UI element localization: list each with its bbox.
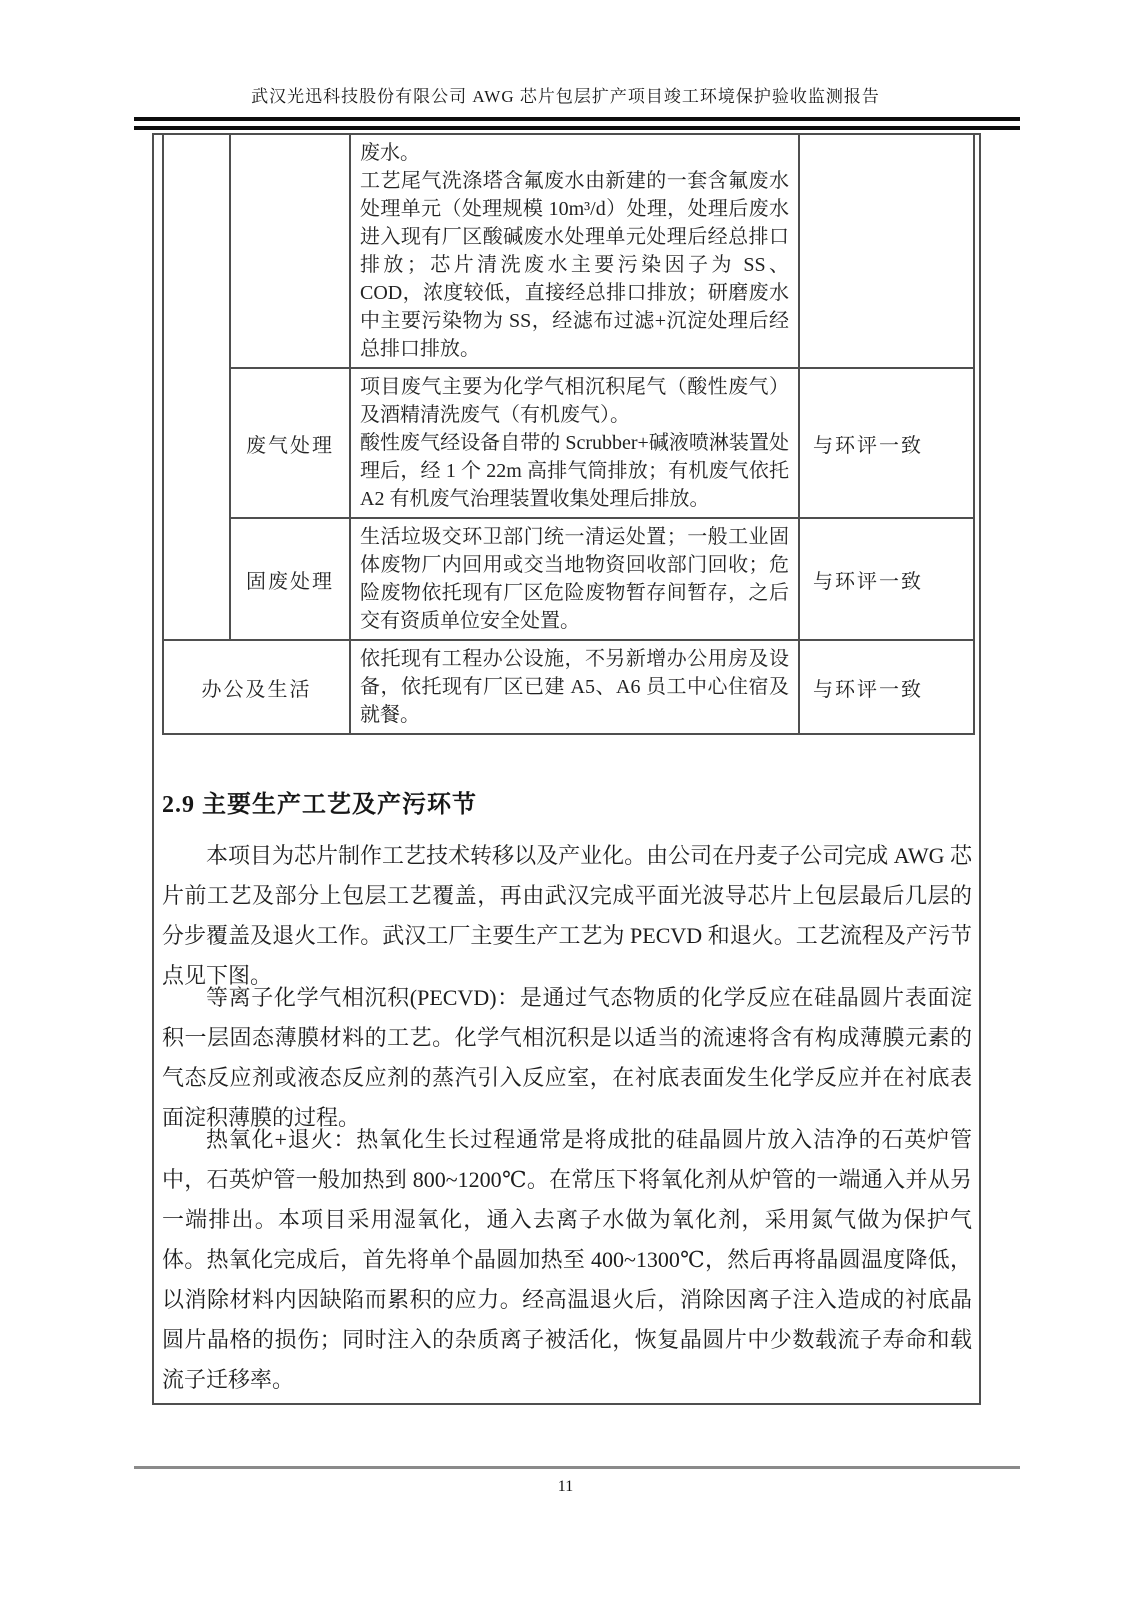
content-paragraph: 生活垃圾交环卫部门统一清运处置；一般工业固体废物厂内回用或交当地物资回收部门回收；危险废物依托现有厂区危险废物暂存间暂存，之后交有资质单位安全处置。 bbox=[360, 526, 789, 632]
cell-content-wastewater bbox=[350, 134, 799, 368]
table-row-waste-gas bbox=[163, 368, 974, 518]
cell-content-solid-waste bbox=[350, 518, 799, 640]
page-number: 11 bbox=[557, 1478, 574, 1495]
body-paragraph-thermal-anneal: 热氧化+退火：热氧化生长过程通常是将成批的硅晶圆片放入洁净的石英炉管中，石英炉管一般加热到 800~1200℃。在常压下将氧化剂从炉管的一端通入并从另一端排出。本项目采用湿氧化，通入去离子水做为氧化剂，采用氮气做为保护气体。热氧化完成后，首先将单个晶圆加热至 400~1300℃，然后再将晶圆温度降低，以消除材料内因缺陷而累积的应力。经高温退火后，消除因离子注入造成的衬底晶圆片晶格的损伤；同时注入的杂质离子被活化，恢复晶圆片中少数载流子寿命和载流子迁移率。 bbox=[162, 1127, 972, 1392]
content-paragraph: 废水。 bbox=[360, 142, 420, 164]
footer-rule bbox=[134, 1466, 1020, 1469]
content-paragraph: 工艺尾气洗涤塔含氟废水由新建的一套含氟废水处理单元（处理规模 10m³/d）处理，处理后废水进入现有厂区酸碱废水处理单元处理后经总排口排放；芯片清洗废水主要污染因子为 SS、COD，浓度较低，直接经总排口排放；研磨废水中主要污染物为 SS，经滤布过滤+沉淀处理后经总排口排放。 bbox=[360, 170, 789, 360]
cell-status-office-living: 与环评一致 bbox=[799, 640, 974, 734]
cell-category-span bbox=[163, 134, 230, 640]
cell-content-office-living bbox=[350, 640, 799, 734]
section-heading: 2.9 主要生产工艺及产污环节 bbox=[162, 792, 477, 818]
cell-status-wastewater bbox=[799, 134, 974, 368]
facilities-table bbox=[162, 133, 975, 735]
header-double-rule bbox=[134, 117, 1020, 130]
cell-label-office-living: 办公及生活 bbox=[163, 640, 350, 734]
page-header-title: 武汉光迅科技股份有限公司 AWG 芯片包层扩产项目竣工环境保护验收监测报告 bbox=[251, 87, 880, 106]
table-row-office-living bbox=[163, 640, 974, 734]
table-row-solid-waste bbox=[163, 518, 974, 640]
cell-status-waste-gas: 与环评一致 bbox=[799, 368, 974, 518]
cell-status-solid-waste: 与环评一致 bbox=[799, 518, 974, 640]
content-paragraph: 依托现有工程办公设施，不另新增办公用房及设备，依托现有厂区已建 A5、A6 员工中心住宿及就餐。 bbox=[360, 648, 789, 726]
body-paragraph-overview: 本项目为芯片制作工艺技术转移以及产业化。由公司在丹麦子公司完成 AWG 芯片前工艺及部分上包层工艺覆盖，再由武汉完成平面光波导芯片上包层最后几层的分步覆盖及退火工作。武汉工厂主要生产工艺为 PECVD 和退火。工艺流程及产污节点见下图。 bbox=[162, 843, 972, 988]
cell-label-waste-gas: 废气处理 bbox=[230, 368, 350, 518]
body-paragraph-pecvd: 等离子化学气相沉积(PECVD)：是通过气态物质的化学反应在硅晶圆片表面淀积一层固态薄膜材料的工艺。化学气相沉积是以适当的流速将含有构成薄膜元素的气态反应剂或液态反应剂的蒸汽引入反应室，在衬底表面发生化学反应并在衬底表面淀积薄膜的过程。 bbox=[162, 985, 972, 1130]
cell-label-wastewater-empty bbox=[230, 134, 350, 368]
cell-content-waste-gas bbox=[350, 368, 799, 518]
content-paragraph: 酸性废气经设备自带的 Scrubber+碱液喷淋装置处理后，经 1 个 22m 高排气筒排放；有机废气依托 A2 有机废气治理装置收集处理后排放。 bbox=[360, 432, 789, 510]
table-row-wastewater bbox=[163, 134, 974, 368]
cell-label-solid-waste: 固废处理 bbox=[230, 518, 350, 640]
content-paragraph: 项目废气主要为化学气相沉积尾气（酸性废气）及酒精清洗废气（有机废气）。 bbox=[360, 376, 789, 426]
